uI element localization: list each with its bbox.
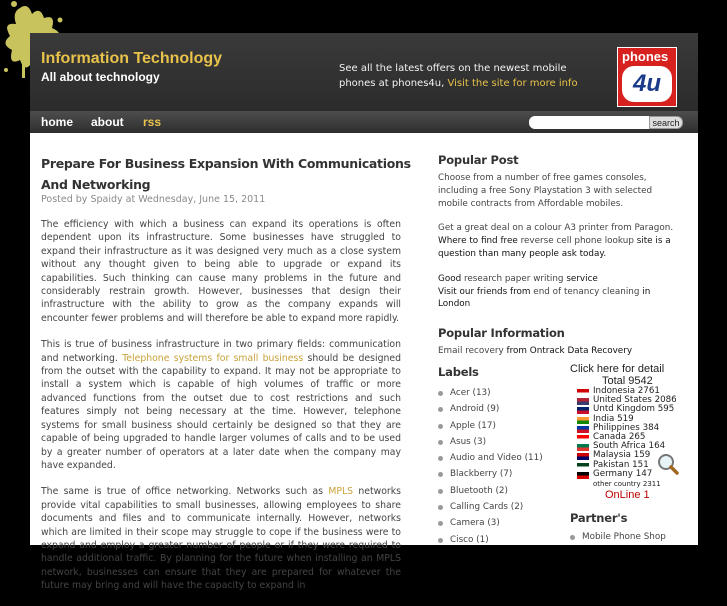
text: Where to find free (438, 236, 518, 247)
text: Good (438, 273, 462, 284)
post-body (41, 218, 401, 606)
label-item[interactable]: Audio and Video (11) (438, 450, 558, 466)
mpls-link[interactable]: MPLS (328, 486, 354, 498)
label-item[interactable]: Cisco (1) (438, 532, 558, 548)
visitor-online: OnLine 1 (605, 488, 650, 501)
visitor-country-label: Pakistan 151 (593, 459, 649, 470)
logo-word: phones (622, 49, 669, 64)
content-area (30, 133, 698, 592)
text: site is a question than many people ask today. (438, 236, 671, 259)
popular-post-body (438, 172, 674, 311)
promo-text: See all the latest offers on the newest mobile phones at phones4u, (339, 63, 567, 89)
popular-info-body (438, 345, 674, 358)
visitor-counter-widget[interactable] (570, 364, 695, 501)
country-flag-icon (577, 453, 589, 460)
partner-item[interactable]: Mobile Phone Shop (570, 532, 695, 542)
visitor-country-label: Indonesia 2761 (593, 386, 660, 396)
partners-widget (570, 511, 695, 542)
labels-list (438, 385, 558, 548)
nav-rss[interactable]: rss (143, 115, 162, 129)
post-text: networks provide vital capabilities to small businesses, allowing employees to share documents and files and to communicate internally. However, networks which are limited in their scope may struggle to cope if the business were to expand and employ a greater number of people or if they were required to handle additional traffic. By planning for the future when installing an MPLS network, businesses can ensure that they are prepared for whatever the future may bring and will have the capacity to expand in (41, 486, 401, 592)
label-item[interactable]: Acer (13) (438, 385, 558, 401)
email-recovery-link[interactable]: Email recovery (438, 346, 504, 357)
country-flag-icon (577, 472, 589, 479)
nav-about[interactable]: about (91, 115, 124, 129)
country-flag-icon (577, 435, 589, 442)
label-item[interactable]: Calling Cards (2) (438, 499, 558, 515)
partners-list (570, 532, 695, 542)
visitor-counter-heading[interactable]: Click here for detail (570, 363, 665, 375)
sidebar (438, 153, 698, 358)
site-title[interactable]: Information Technology (41, 50, 223, 67)
visitor-total: Total 9542 (602, 375, 653, 387)
nav-bar (30, 111, 698, 133)
site-tagline: All about technology (41, 70, 160, 84)
country-flag-icon (577, 407, 589, 414)
post-text: The same is true of office networking. Networks such as (41, 486, 324, 498)
visitor-country-label: Germany 147 (593, 468, 653, 479)
post-paragraph (41, 485, 401, 592)
phones4u-logo[interactable] (617, 47, 677, 107)
label-item[interactable]: Bluetooth (2) (438, 483, 558, 499)
popular-post-item (438, 235, 674, 261)
tenancy-cleaning-link[interactable]: end of tenancy cleaning (533, 286, 640, 297)
label-item[interactable]: Camera (3) (438, 515, 558, 531)
partners-heading: Partner's (570, 511, 628, 525)
magnifier-icon[interactable] (657, 453, 679, 475)
post-text: should be designed from the outset with the capability to expand. It may not be appropriate to install a system which is capable of high volumes of traffic or more advanced functions from the outset due to cost restrictions and such features simply not being necessary at the time. However, telephone systems for small business should certainly be designed so that they are capable of being upgraded to handle larger volumes of calls and to be used by a greater number of operators at a later date when the company may have expanded. (41, 352, 401, 471)
country-flag-icon (577, 463, 589, 470)
label-item[interactable]: Apple (17) (438, 418, 558, 434)
post-title[interactable]: Prepare For Business Expansion With Communications And Networking (41, 156, 411, 192)
popular-info-heading: Popular Information (438, 326, 565, 341)
popular-post-item[interactable]: Get a great deal on a colour A3 printer from Paragon. (438, 223, 674, 234)
telephone-systems-link[interactable]: Telephone systems for small business (122, 352, 304, 364)
country-flag-icon (577, 426, 589, 433)
header-promo (339, 61, 594, 91)
post-meta: Posted by Spaidy at Wednesday, June 15, 2011 (41, 194, 266, 205)
labels-widget (438, 365, 558, 548)
logo-badge: 4u (622, 66, 672, 102)
labels-heading: Labels (438, 365, 479, 379)
text: service (566, 273, 598, 284)
reverse-lookup-link[interactable]: reverse cell phone lookup (520, 236, 634, 247)
search-input[interactable] (529, 116, 649, 129)
visitor-country-label: Canada 265 (593, 431, 646, 442)
popular-post-item[interactable]: Choose from a number of free games consoles, including a free Sony Playstation 3 with selected mobile contracts from Affordable mobiles. (438, 173, 653, 209)
visitor-country-label: Philippines 384 (593, 422, 660, 433)
research-paper-link[interactable]: research paper writing (463, 273, 564, 284)
visitor-country-label: Malaysia 159 (593, 450, 651, 461)
country-flag-icon (577, 398, 589, 405)
country-flag-icon (577, 444, 589, 451)
label-item[interactable]: Asus (3) (438, 434, 558, 450)
post-paragraph (41, 338, 401, 472)
post-paragraph: The efficiency with which a business can expand its operations is often dependent upon its infrastructure. Some businesses have struggled to expand their infrastructure as it was designed very much as a close system without any thought given to being able to upgrade or expand its capabilities. Such thinking can cause many problems in the future and considerably restrain growth. However, businesses that design their infrastructure with the ability to grow as the company expands will encounter fewer problems and will therefore be able to expand more rapidly. (41, 219, 401, 324)
text: from Ontrack Data Recovery (506, 346, 633, 357)
nav-home[interactable]: home (41, 115, 74, 129)
search-button[interactable]: search (649, 116, 683, 129)
popular-post-item (438, 273, 674, 286)
visitor-country-label: United States 2086 (593, 395, 677, 406)
site-header (30, 33, 698, 111)
label-item[interactable]: Blackberry (7) (438, 466, 558, 482)
visitor-other: other country 2311 (593, 479, 661, 488)
post-text: This is true of business infrastructure in two primary fields: communication and networking. (41, 339, 401, 364)
popular-post-heading: Popular Post (438, 153, 519, 167)
visitor-country-label: South Africa 164 (593, 441, 666, 452)
text: Visit our friends from (438, 286, 531, 297)
promo-link[interactable]: Visit the site for more info (447, 78, 578, 89)
label-item[interactable]: Android (9) (438, 401, 558, 417)
text: in London (438, 286, 651, 310)
popular-post-item (438, 286, 674, 312)
visitor-country-label: India 519 (593, 413, 634, 424)
country-flag-icon (577, 389, 589, 396)
visitor-country-label: Untd Kingdom 595 (593, 404, 675, 415)
country-flag-icon (577, 417, 589, 424)
